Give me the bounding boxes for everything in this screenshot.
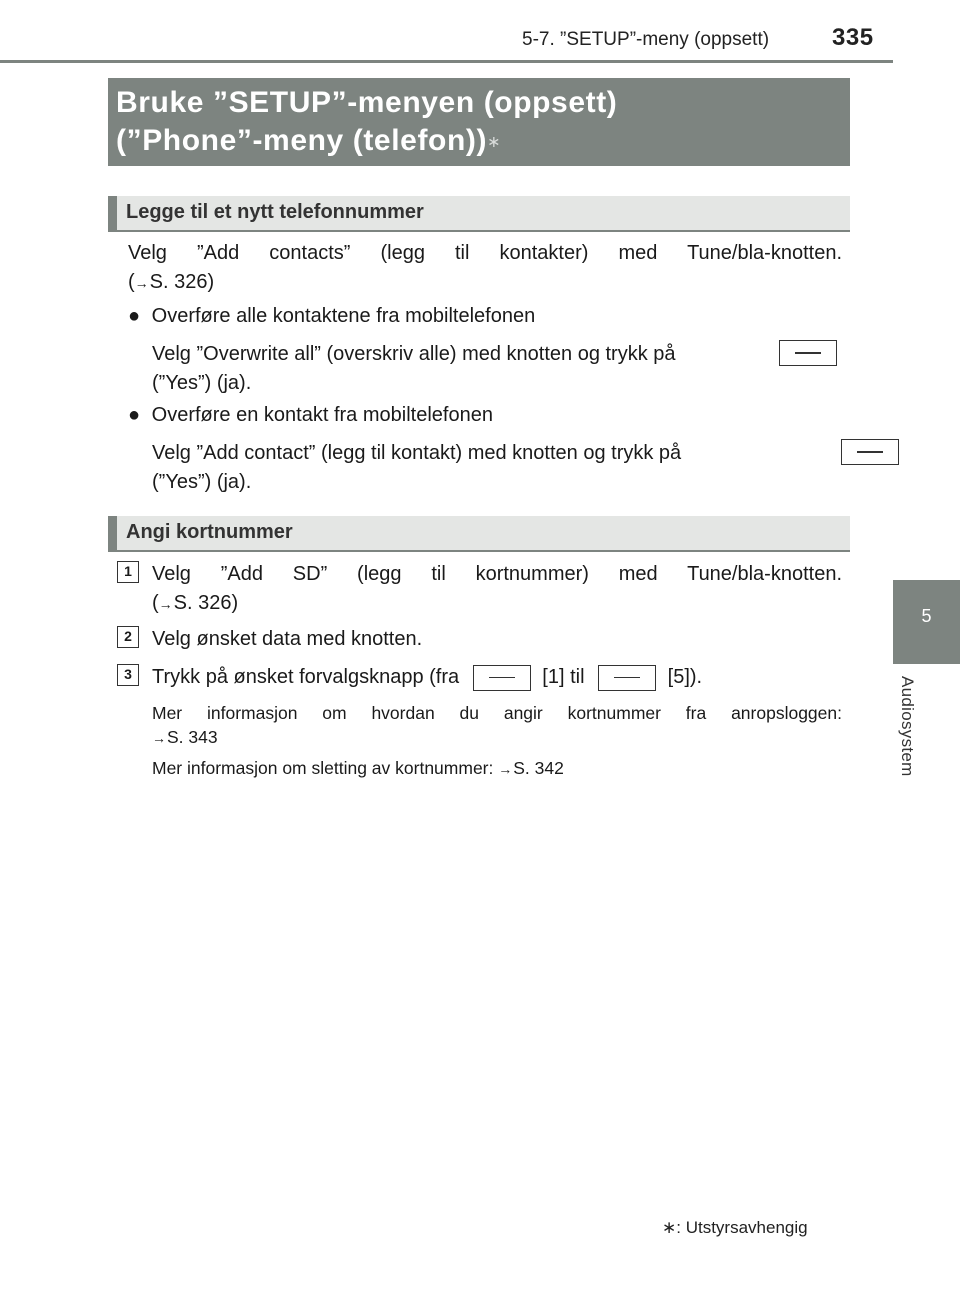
yes-button-icon xyxy=(779,340,837,366)
page-title-line2 xyxy=(116,122,836,160)
step-number-3: 3 xyxy=(117,664,139,686)
section-header-add-number xyxy=(108,196,850,232)
step-2-text: Velg ønsket data med knotten. xyxy=(152,628,423,650)
note-call-log-ref xyxy=(152,727,218,748)
asterisk-icon: ∗ xyxy=(487,134,502,151)
note-delete-ref: S. 342 xyxy=(513,758,564,778)
bullet-icon: ● xyxy=(128,404,141,426)
intro-ref xyxy=(128,268,214,297)
step-3-text xyxy=(152,663,702,691)
page-title xyxy=(116,84,836,160)
bullet-item-2-text-2: (”Yes”) (ja). xyxy=(152,471,252,493)
preset-button-icon xyxy=(598,665,656,691)
step-1-ref xyxy=(152,589,238,618)
arrow-icon: → xyxy=(158,596,173,612)
step-1-ref-open: ( xyxy=(152,592,159,614)
step-1-ref-text: S. 326) xyxy=(173,592,239,614)
step-3-text-part2: [1] til xyxy=(542,666,585,688)
arrow-icon: → xyxy=(134,275,149,291)
arrow-icon: → xyxy=(498,761,513,777)
note-delete xyxy=(152,758,564,779)
bullet-item-2-text: Velg ”Add contact” (legg til kontakt) med knotten og trykk på xyxy=(152,442,682,464)
chapter-tab-label-text: Audiosystem xyxy=(898,676,917,777)
header-section-title: 5-7. ”SETUP”-meny (oppsett) xyxy=(522,29,770,50)
section-header-bar xyxy=(108,516,117,552)
section-header-text: Legge til et nytt telefonnummer xyxy=(126,201,424,223)
section-header-bar xyxy=(108,196,117,232)
note-call-log-ref-text: S. 343 xyxy=(167,727,218,747)
intro-text: Velg ”Add contacts” (legg til kontakter) med Tune/bla-knotten. xyxy=(128,242,842,264)
note-call-log: Mer informasjon om hvordan du angir kortnummer fra anropsloggen: xyxy=(152,703,842,723)
asterisk-icon: ∗ xyxy=(662,1218,677,1237)
bullet-item-1-text-2: (”Yes”) (ja). xyxy=(152,372,252,394)
step-number-1: 1 xyxy=(117,561,139,583)
arrow-icon: → xyxy=(152,730,166,746)
chapter-tab-label xyxy=(897,676,927,806)
preset-button-icon xyxy=(473,665,531,691)
bullet-item-1-title-text: Overføre alle kontaktene fra mobiltelefonen xyxy=(151,305,536,327)
step-3-text-part3: [5]). xyxy=(667,666,703,688)
step-number-2: 2 xyxy=(117,626,139,648)
note-delete-text: Mer informasjon om sletting av kortnummer: xyxy=(152,758,494,778)
step-3-text-part1: Trykk på ønsket forvalgsknapp (fra xyxy=(152,666,460,688)
page-title-line1: Bruke ”SETUP”-menyen (oppsett) xyxy=(116,86,618,119)
section-header-speed-dial xyxy=(108,516,850,552)
footnote-text: : Utstyrsavhengig xyxy=(676,1218,808,1237)
chapter-tab-number: 5 xyxy=(921,606,932,626)
intro-ref-text: S. 326) xyxy=(149,271,215,293)
page-number: 335 xyxy=(832,24,874,51)
step-1-text: Velg ”Add SD” (legg til kortnummer) med Tune/bla-knotten. xyxy=(152,563,842,585)
footnote xyxy=(662,1218,808,1238)
bullet-item-1-text: Velg ”Overwrite all” (overskriv alle) med knotten og trykk på xyxy=(152,343,676,365)
bullet-icon: ● xyxy=(128,305,141,327)
section-header-text: Angi kortnummer xyxy=(126,521,293,543)
bullet-item-1-title xyxy=(128,302,535,330)
page-title-line2-text: (”Phone”-meny (telefon)) xyxy=(116,124,488,157)
bullet-item-2-title xyxy=(128,401,493,429)
yes-button-icon xyxy=(841,439,899,465)
intro-ref-open: ( xyxy=(128,271,135,293)
header-divider xyxy=(0,60,893,63)
bullet-item-2-title-text: Overføre en kontakt fra mobiltelefonen xyxy=(151,404,493,426)
